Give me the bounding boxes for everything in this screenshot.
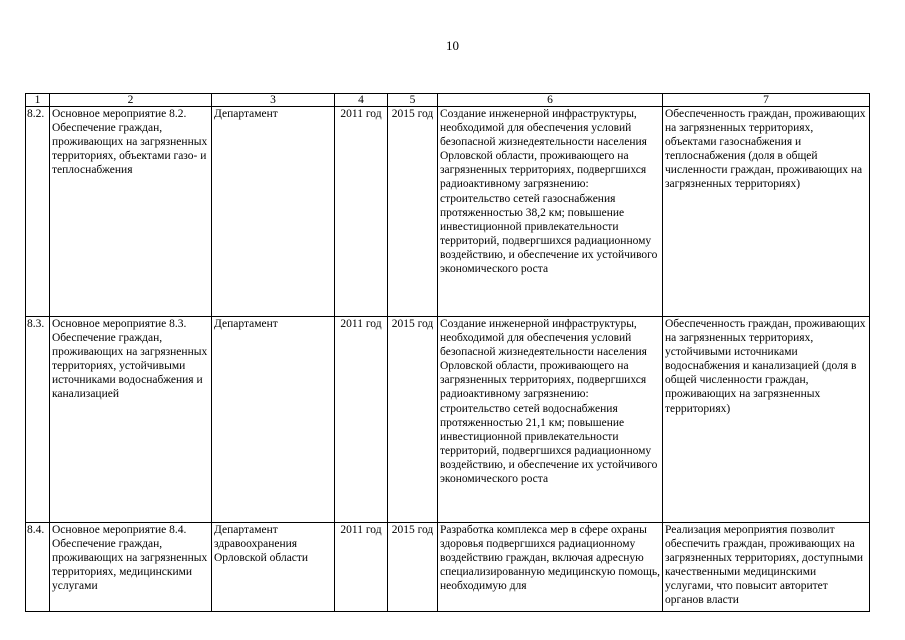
header-cell: 7 <box>663 94 870 107</box>
row-number: 8.3. <box>26 317 50 523</box>
table-row <box>26 317 870 523</box>
end-year: 2015 год <box>388 107 438 317</box>
row-number: 8.4. <box>26 523 50 612</box>
start-year: 2011 год <box>335 107 388 317</box>
measure-result: Обеспеченность граждан, проживающих на загрязненных территориях, устойчивыми источниками водоснабжения и канализацией (доля в общей численности граждан, проживающих на загрязненных территориях) <box>663 317 870 523</box>
end-year: 2015 год <box>388 523 438 612</box>
executor: Департамент <box>212 317 335 523</box>
table-row <box>26 523 870 612</box>
measures-table <box>25 93 870 612</box>
header-cell: 1 <box>26 94 50 107</box>
header-cell: 6 <box>438 94 663 107</box>
executor: Департамент <box>212 107 335 317</box>
measure-name: Основное мероприятие 8.3. Обеспечение граждан, проживающих на загрязненных территориях, устойчивыми источниками водоснабжения и канализацией <box>50 317 212 523</box>
measure-content: Разработка комплекса мер в сфере охраны здоровья подвергшихся радиационному воздействию граждан, включая адресную специализированную медицинскую помощь, необходимую для <box>438 523 663 612</box>
header-cell: 2 <box>50 94 212 107</box>
start-year: 2011 год <box>335 523 388 612</box>
measure-content: Создание инженерной инфраструктуры, необходимой для обеспечения условий безопасной жизнедеятельности населения Орловской области, проживающего на загрязненных территориях, подвергшихся радиоактивному загрязнению: строительство сетей водоснабжения протяженностью 21,1 км; повышение инвестиционной привлекательности территорий, подвергшихся радиационному воздействию, и обеспечение их устойчивого экономического роста <box>438 317 663 523</box>
measure-result: Обеспеченность граждан, проживающих на загрязненных территориях, объектами газоснабжения и теплоснабжения (доля в общей численности граждан, проживающих на загрязненных территориях) <box>663 107 870 317</box>
page-number: 10 <box>446 38 459 53</box>
end-year: 2015 год <box>388 317 438 523</box>
executor: Департамент здравоохранения Орловской области <box>212 523 335 612</box>
start-year: 2011 год <box>335 317 388 523</box>
measure-result: Реализация мероприятия позволит обеспечить граждан, проживающих на загрязненных территориях, доступными качественными медицинскими услугами, что повысит авторитет органов власти <box>663 523 870 612</box>
measure-name: Основное мероприятие 8.4. Обеспечение граждан, проживающих на загрязненных территориях, медицинскими услугами <box>50 523 212 612</box>
header-cell: 5 <box>388 94 438 107</box>
measure-content: Создание инженерной инфраструктуры, необходимой для обеспечения условий безопасной жизнедеятельности населения Орловской области, проживающего на загрязненных территориях, подвергшихся радиоактивному загрязнению: строительство сетей газоснабжения протяженностью 38,2 км; повышение инвестиционной привлекательности территорий, подвергшихся радиационному воздействию, и обеспечение их устойчивого экономического роста <box>438 107 663 317</box>
header-row <box>26 94 870 107</box>
header-cell: 3 <box>212 94 335 107</box>
table-row <box>26 107 870 317</box>
row-number: 8.2. <box>26 107 50 317</box>
measure-name: Основное мероприятие 8.2. Обеспечение граждан, проживающих на загрязненных территориях, объектами газо- и теплоснабжения <box>50 107 212 317</box>
header-cell: 4 <box>335 94 388 107</box>
